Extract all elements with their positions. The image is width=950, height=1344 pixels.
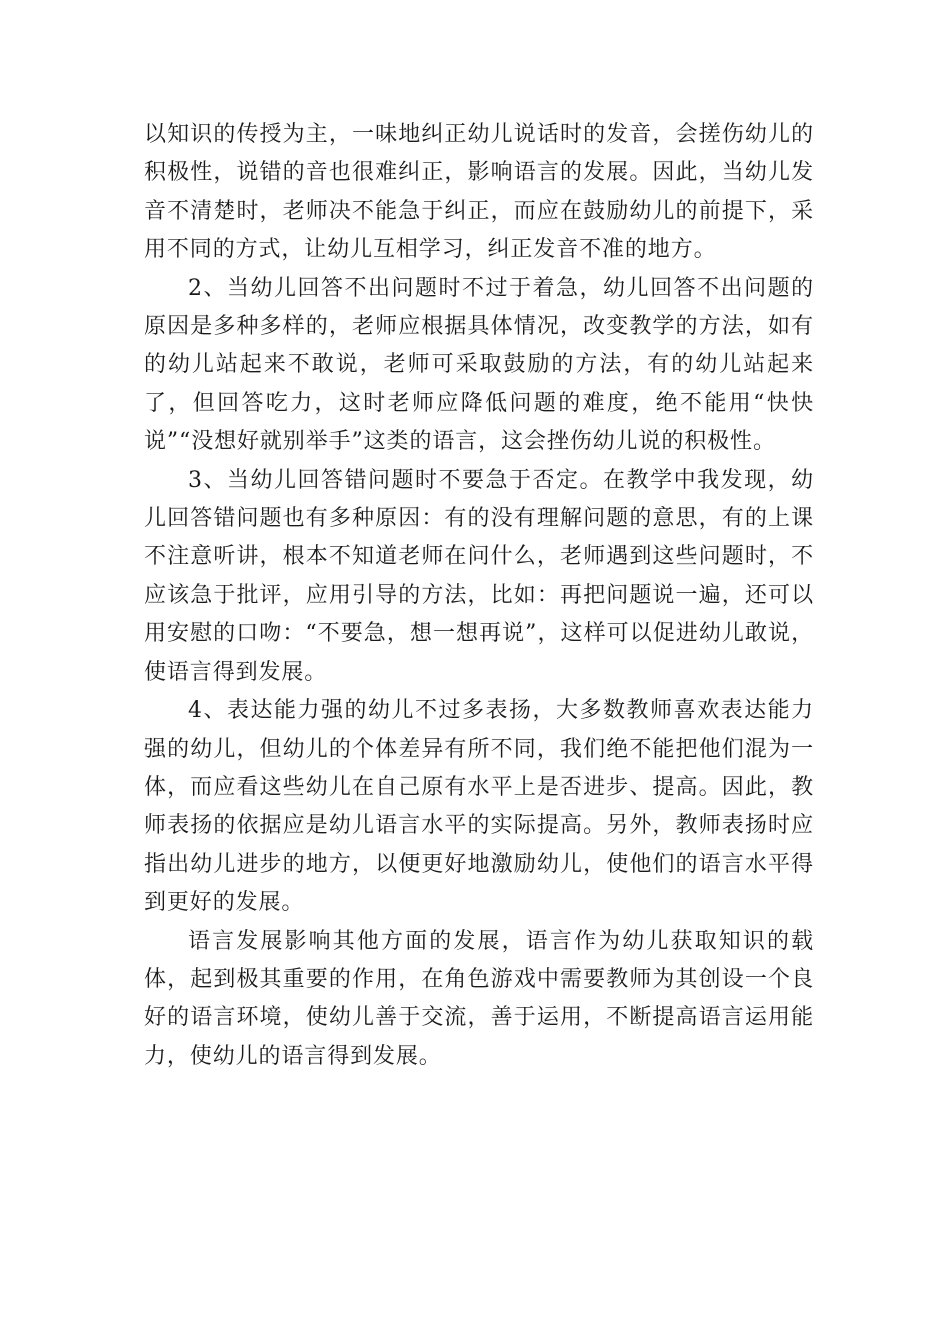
paragraph-point-3: 3、当幼儿回答错问题时不要急于否定。在教学中我发现，幼儿回答错问题也有多种原因：有的没有理解问题的意思，有的上课不注意听讲，根本不知道老师在问什么，老师遇到这些问题时，不应该急于批评，应用引导的方法，比如：再把问题说一遍，还可以用安慰的口吻：“不要急，想一想再说”，这样可以促进幼儿敢说，使语言得到发展。 (144, 467, 814, 685)
document-body (144, 116, 814, 1076)
paragraph-point-4: 4、表达能力强的幼儿不过多表扬，大多数教师喜欢表达能力强的幼儿，但幼儿的个体差异有所不同，我们绝不能把他们混为一体，而应看这些幼儿在自己原有水平上是否进步、提高。因此，教师表扬的依据应是幼儿语言水平的实际提高。另外，教师表扬时应指出幼儿进步的地方，以便更好地激励幼儿，使他们的语言水平得到更好的发展。 (144, 698, 814, 916)
paragraph-continuation: 以知识的传授为主，一味地纠正幼儿说话时的发音，会搓伤幼儿的积极性，说错的音也很难纠正，影响语言的发展。因此，当幼儿发音不清楚时，老师决不能急于纠正，而应在鼓励幼儿的前提下，采用不同的方式，让幼儿互相学习，纠正发音不准的地方。 (144, 122, 814, 263)
paragraph-point-2: 2、当幼儿回答不出问题时不过于着急，幼儿回答不出问题的原因是多种多样的，老师应根据具体情况，改变教学的方法，如有的幼儿站起来不敢说，老师可采取鼓励的方法，有的幼儿站起来了，但回答吃力，这时老师应降低问题的难度，绝不能用“快快说”“没想好就别举手”这类的语言，这会挫伤幼儿说的积极性。 (144, 275, 814, 455)
paragraph-conclusion: 语言发展影响其他方面的发展，语言作为幼儿获取知识的载体，起到极其重要的作用，在角色游戏中需要教师为其创设一个良好的语言环境，使幼儿善于交流，善于运用，不断提高语言运用能力，使幼儿的语言得到发展。 (144, 928, 814, 1069)
